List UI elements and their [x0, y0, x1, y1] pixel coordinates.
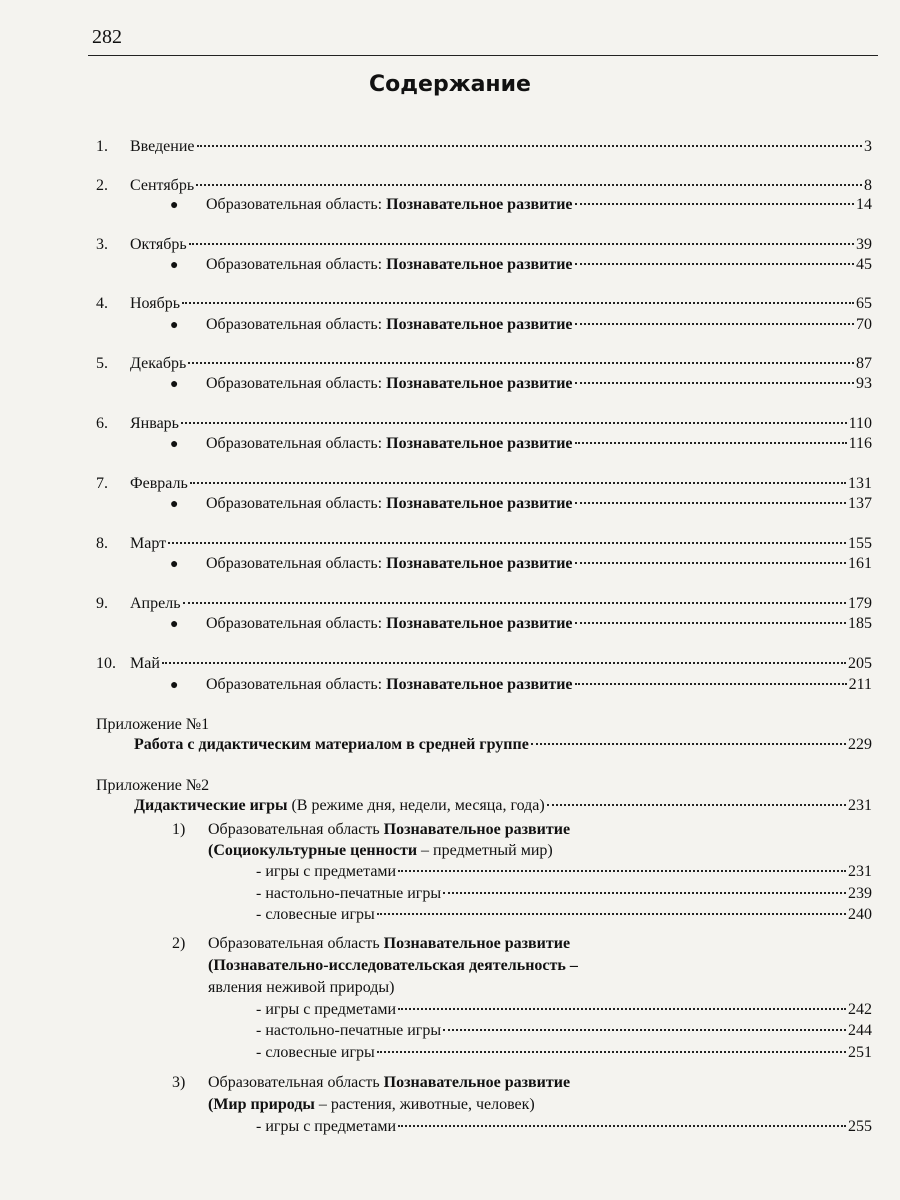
toc-subentry [170, 554, 872, 575]
entry-page: 229 [848, 736, 872, 753]
entry-page: 8 [864, 177, 872, 194]
entry-number: 10. [96, 655, 116, 672]
area-prefix: Образовательная область: [206, 555, 383, 572]
leader-dots [575, 502, 846, 504]
bullet-icon: ● [170, 318, 179, 333]
area-name: Познавательное развитие [386, 375, 573, 392]
entry-page: 242 [848, 1001, 872, 1018]
leader-dots [575, 683, 847, 685]
entry-number: 3. [96, 236, 108, 253]
entry-number: 7. [96, 475, 108, 492]
entry-page: 155 [848, 535, 872, 552]
leader-dots [181, 422, 847, 424]
game-entry [256, 1117, 872, 1137]
section-subtitle [208, 841, 553, 861]
appendix-heading [96, 776, 209, 796]
leader-dots [168, 542, 846, 544]
section-number: 2) [172, 935, 186, 952]
entry-title: Сентябрь [130, 177, 195, 194]
toc-entry [134, 735, 872, 755]
toc-entry [96, 354, 872, 374]
game-entry [256, 884, 872, 904]
area-label: Образовательная область [208, 1074, 380, 1091]
game-label: - игры с предметами [256, 863, 397, 880]
entry-title: Декабрь [130, 355, 187, 372]
entry-page: 93 [856, 375, 872, 392]
area-prefix: Образовательная область: [206, 375, 383, 392]
entry-title: Ноябрь [130, 295, 181, 312]
entry-page: 161 [848, 555, 872, 572]
entry-number: 1. [96, 138, 108, 155]
leader-dots [575, 263, 854, 265]
entry-title: Февраль [130, 475, 188, 492]
entry-page: 131 [848, 475, 872, 492]
bullet-icon: ● [170, 258, 179, 273]
area-name: Познавательное развитие [386, 555, 573, 572]
entry-number: 9. [96, 595, 108, 612]
area-prefix: Образовательная область: [206, 256, 383, 273]
game-entry [256, 1043, 872, 1063]
entry-number: 4. [96, 295, 108, 312]
entry-title: Март [130, 535, 167, 552]
entry-page: 255 [848, 1118, 872, 1135]
toc-subentry [170, 374, 872, 395]
area-name: Познавательное развитие [386, 435, 573, 452]
entry-page: 137 [848, 495, 872, 512]
bullet-icon: ● [170, 377, 179, 392]
area-prefix: Образовательная область: [206, 435, 383, 452]
leader-dots [443, 1029, 846, 1031]
section-heading [172, 934, 570, 954]
bullet-icon: ● [170, 678, 179, 693]
entry-title: Апрель [130, 595, 181, 612]
entry-title: Дидактические игры [134, 797, 288, 814]
leader-dots [183, 602, 847, 604]
game-entry [256, 1000, 872, 1020]
area-name: Познавательное развитие [386, 676, 573, 693]
toc-entry [134, 796, 872, 816]
area-label: Образовательная область [208, 821, 380, 838]
appendix-title: Приложение №1 [96, 716, 210, 733]
appendix-title: Приложение №2 [96, 777, 210, 794]
entry-page: 251 [848, 1044, 872, 1061]
area-name: Познавательное развитие [383, 935, 571, 952]
toc-subentry [170, 195, 872, 216]
entry-number: 2. [96, 177, 108, 194]
area-prefix: Образовательная область: [206, 316, 383, 333]
area-prefix: Образовательная область: [206, 196, 383, 213]
leader-dots [377, 913, 846, 915]
game-label: - игры с предметами [256, 1001, 397, 1018]
area-label: Образовательная область [208, 935, 380, 952]
toc-entry [96, 594, 872, 614]
leader-dots [398, 1008, 846, 1010]
entry-page: 65 [856, 295, 872, 312]
toc-entry [96, 654, 872, 674]
entry-title: Октябрь [130, 236, 187, 253]
toc-entry [96, 294, 872, 314]
subtitle-rest: явления неживой природы) [208, 979, 395, 996]
entry-page: 39 [856, 236, 872, 253]
entry-title: Введение [130, 138, 195, 155]
game-entry [256, 862, 872, 882]
toc-entry [96, 414, 872, 434]
entry-page: 231 [848, 797, 872, 814]
leader-dots [547, 804, 846, 806]
toc-subentry [170, 434, 872, 455]
toc-entry [96, 176, 872, 196]
game-label: - игры с предметами [256, 1118, 397, 1135]
toc-subentry [170, 315, 872, 336]
bullet-icon: ● [170, 198, 179, 213]
area-name: Познавательное развитие [383, 821, 571, 838]
area-prefix: Образовательная область: [206, 495, 383, 512]
section-subtitle [208, 1095, 535, 1115]
toc-subentry [170, 494, 872, 515]
entry-number: 8. [96, 535, 108, 552]
entry-title: Май [130, 655, 160, 672]
entry-page: 3 [864, 138, 872, 155]
entry-page: 185 [848, 615, 872, 632]
game-label: - словесные игры [256, 1044, 375, 1061]
leader-dots [575, 203, 854, 205]
toc-entry [96, 235, 872, 255]
subtitle-bold: (Познавательно-исследовательская деятельность – [208, 957, 578, 974]
toc-subentry [170, 614, 872, 635]
entry-page: 110 [848, 415, 872, 432]
leader-dots [575, 382, 854, 384]
section-subtitle [208, 956, 578, 976]
entry-page: 116 [848, 435, 872, 452]
leader-dots [162, 662, 846, 664]
area-name: Познавательное развитие [383, 1074, 571, 1091]
leader-dots [196, 184, 862, 186]
entry-number: 6. [96, 415, 108, 432]
section-subtitle [208, 978, 394, 998]
entry-page: 240 [848, 906, 872, 923]
area-name: Познавательное развитие [386, 316, 573, 333]
entry-title-rest: (В режиме дня, недели, месяца, года) [287, 797, 545, 814]
toc-entry [96, 474, 872, 494]
entry-page: 211 [848, 676, 872, 693]
game-entry [256, 905, 872, 925]
game-label: - настольно-печатные игры [256, 1022, 442, 1039]
subtitle-bold: (Мир природы [208, 1096, 315, 1113]
entry-page: 14 [856, 196, 872, 213]
entry-title: Работа с дидактическим материалом в средней группе [134, 736, 529, 753]
entry-page: 70 [856, 316, 872, 333]
entry-title: Январь [130, 415, 179, 432]
bullet-icon: ● [170, 497, 179, 512]
game-label: - словесные игры [256, 906, 375, 923]
section-number: 1) [172, 821, 186, 838]
subtitle-bold: (Социокультурные ценности [208, 842, 418, 859]
bullet-icon: ● [170, 557, 179, 572]
leader-dots [182, 302, 854, 304]
area-name: Познавательное развитие [386, 495, 573, 512]
entry-page: 239 [848, 885, 872, 902]
leader-dots [575, 622, 846, 624]
leader-dots [377, 1051, 846, 1053]
toc-entry [96, 137, 872, 157]
leader-dots [443, 892, 846, 894]
leader-dots [531, 743, 846, 745]
entry-page: 205 [848, 655, 872, 672]
area-name: Познавательное развитие [386, 196, 573, 213]
toc-entry [96, 534, 872, 554]
leader-dots [188, 362, 854, 364]
entry-page: 45 [856, 256, 872, 273]
leader-dots [189, 243, 854, 245]
leader-dots [575, 442, 847, 444]
bullet-icon: ● [170, 437, 179, 452]
entry-number: 5. [96, 355, 108, 372]
area-name: Познавательное развитие [386, 615, 573, 632]
entry-page: 179 [848, 595, 872, 612]
leader-dots [190, 482, 846, 484]
toc-subentry [170, 255, 872, 276]
bullet-icon: ● [170, 617, 179, 632]
leader-dots [197, 145, 863, 147]
game-label: - настольно-печатные игры [256, 885, 442, 902]
area-prefix: Образовательная область: [206, 615, 383, 632]
entry-page: 87 [856, 355, 872, 372]
entry-page: 231 [848, 863, 872, 880]
section-number: 3) [172, 1074, 186, 1091]
subtitle-rest: – растения, животные, человек) [314, 1096, 535, 1113]
header-rule [88, 55, 878, 56]
game-entry [256, 1021, 872, 1041]
page-number: 282 [92, 26, 122, 48]
area-prefix: Образовательная область: [206, 676, 383, 693]
leader-dots [575, 562, 846, 564]
leader-dots [575, 323, 854, 325]
subtitle-rest: – предметный мир) [417, 842, 553, 859]
appendix-heading [96, 715, 209, 735]
leader-dots [398, 870, 846, 872]
leader-dots [398, 1125, 846, 1127]
toc-subentry [170, 675, 872, 696]
section-heading [172, 820, 570, 840]
page-title: Содержание [369, 72, 531, 97]
section-heading [172, 1073, 570, 1093]
area-name: Познавательное развитие [386, 256, 573, 273]
entry-page: 244 [848, 1022, 872, 1039]
